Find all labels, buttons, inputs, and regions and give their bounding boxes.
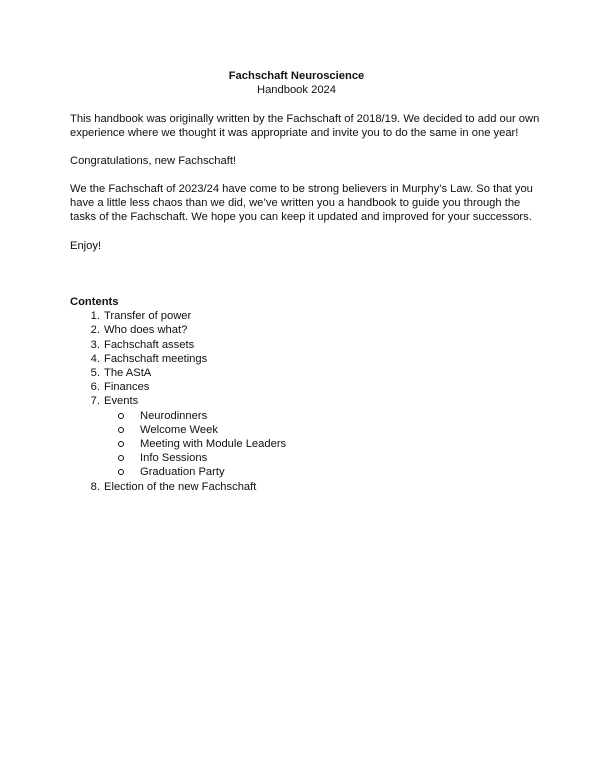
toc-label: Who does what? — [104, 324, 188, 337]
toc-label: Fachschaft assets — [104, 338, 195, 351]
toc-label: The AStA — [104, 367, 152, 380]
murphys-law-paragraph — [70, 182, 533, 225]
toc-number: 1. — [90, 310, 100, 323]
hollow-bullet-icon — [118, 469, 124, 475]
title-block — [0, 69, 593, 97]
enjoy-paragraph: Enjoy! — [70, 240, 102, 252]
toc-item-the-asta — [70, 366, 286, 380]
toc-item-who-does-what — [70, 323, 286, 337]
toc-label: Events — [104, 395, 139, 408]
events-sublist — [70, 409, 286, 480]
toc-subitem-info-sessions — [104, 451, 286, 465]
toc-subitem-welcome-week — [104, 423, 286, 437]
events-sublist-container — [70, 409, 286, 480]
toc-label: Fachschaft meetings — [104, 352, 208, 365]
toc-item-events — [70, 394, 286, 408]
toc-number: 3. — [90, 338, 100, 351]
toc-sublabel: Meeting with Module Leaders — [140, 438, 287, 451]
intro-line-1: This handbook was originally written by the Fachschaft of 2018/19. We decided to add our own — [70, 113, 540, 125]
hollow-bullet-icon — [118, 441, 124, 447]
murphy-line-3: tasks of the Fachschaft. We hope you can keep it updated and improved for your successors. — [70, 211, 532, 224]
toc-label: Finances — [104, 381, 150, 394]
toc-subitem-neurodinners — [104, 409, 286, 423]
congratulations-paragraph: Congratulations, new Fachschaft! — [70, 155, 237, 167]
toc-item-finances — [70, 380, 286, 394]
toc-list — [70, 309, 286, 494]
hollow-bullet-icon — [118, 427, 124, 433]
murphy-line-1: We the Fachschaft of 2023/24 have come to be strong believers in Murphy’s Law. So that you — [70, 183, 533, 195]
document-title: Fachschaft Neuroscience — [228, 70, 365, 82]
toc-number: 5. — [90, 367, 100, 380]
toc-item-fachschaft-assets — [70, 338, 286, 352]
hollow-bullet-icon — [118, 455, 124, 461]
toc-label: Transfer of power — [104, 310, 192, 323]
toc-subitem-module-leaders — [104, 437, 286, 451]
toc-label: Election of the new Fachschaft — [104, 480, 257, 493]
toc-sublabel: Graduation Party — [140, 466, 225, 479]
toc-number: 4. — [90, 352, 100, 365]
toc-number: 8. — [90, 480, 100, 493]
document-subtitle: Handbook 2024 — [256, 84, 336, 96]
murphy-line-2: have a little less chaos than we did, we’ve written you a handbook to guide you through the — [70, 197, 521, 210]
hollow-bullet-icon — [118, 413, 124, 419]
intro-paragraph — [70, 112, 540, 140]
toc-number: 2. — [90, 324, 100, 337]
toc-sublabel: Info Sessions — [140, 452, 208, 465]
toc-number: 6. — [90, 381, 100, 394]
toc-sublabel: Neurodinners — [140, 409, 208, 422]
contents-heading: Contents — [70, 296, 119, 308]
toc-item-fachschaft-meetings — [70, 352, 286, 366]
toc-item-transfer-of-power — [70, 309, 286, 323]
toc-sublabel: Welcome Week — [140, 423, 218, 436]
toc-number: 7. — [90, 395, 100, 408]
intro-line-2: experience where we thought it was appropriate and invite you to do the same in one year! — [70, 127, 519, 140]
table-of-contents — [70, 295, 286, 494]
toc-subitem-graduation-party — [104, 465, 286, 479]
toc-item-election — [70, 480, 286, 494]
